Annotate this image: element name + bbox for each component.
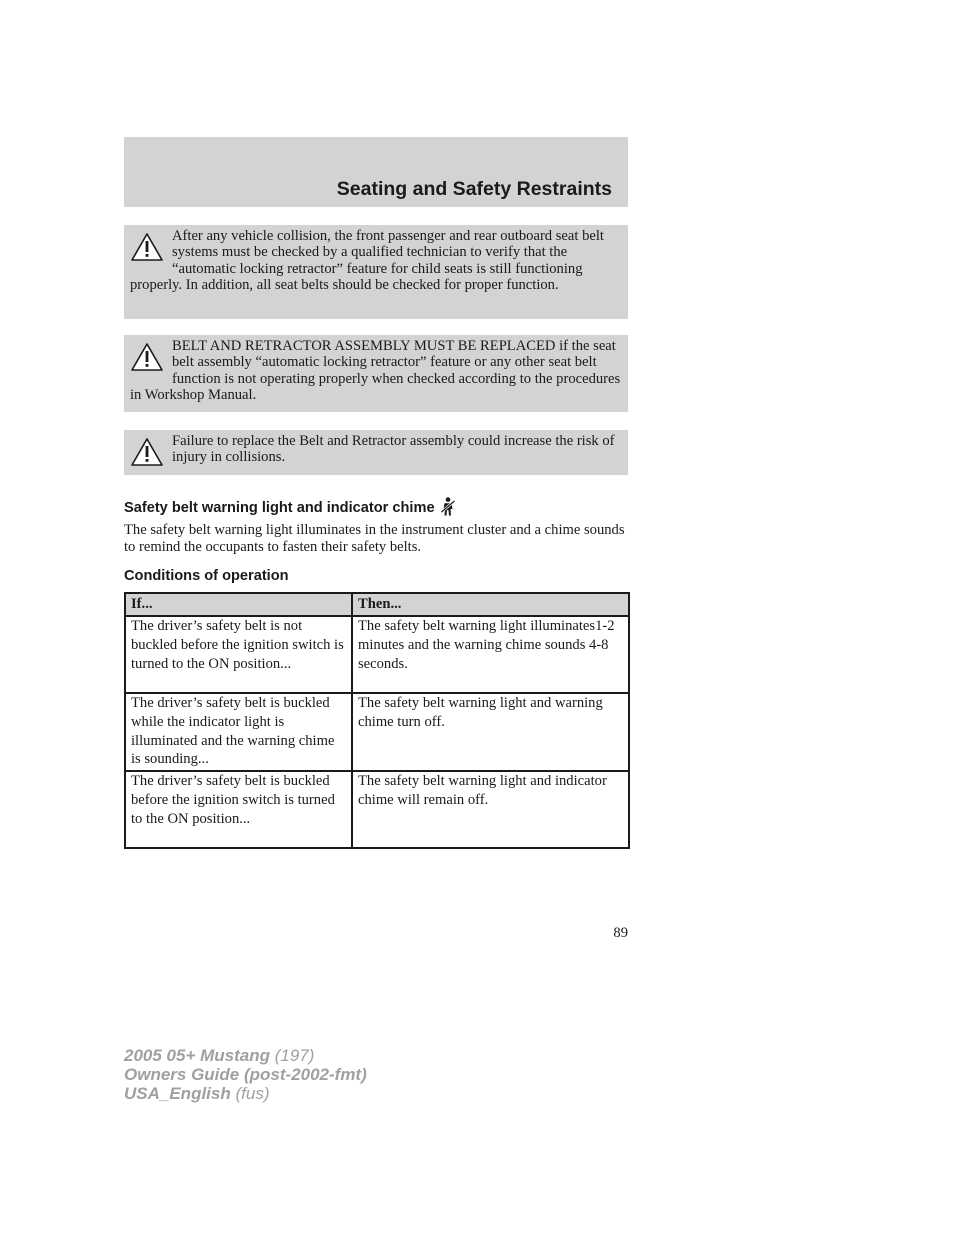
warning-box-injury-risk [124, 430, 628, 475]
column-header-then: Then... [352, 593, 629, 616]
safety-belt-heading-text: Safety belt warning light and indicator chime [124, 500, 435, 516]
table-cell-if: The driver’s safety belt is not buckled before the ignition switch is turned to the ON position... [125, 616, 352, 693]
warning-text: Failure to replace the Belt and Retractor assembly could increase the risk of injury in collisions. [172, 433, 615, 466]
footer-language: USA_English [124, 1083, 231, 1103]
footer-language-code: (fus) [235, 1083, 270, 1103]
table-cell-then: The safety belt warning light illuminates1-2 minutes and the warning chime sounds 4-8 seconds. [352, 616, 629, 693]
table-cell-if: The driver’s safety belt is buckled while the indicator light is illuminated and the warning chime is sounding... [125, 693, 352, 771]
safety-belt-description: The safety belt warning light illuminates in the instrument cluster and a chime sounds to remind the occupants to fasten their safety belts. [124, 522, 625, 555]
warning-triangle-icon [130, 437, 164, 467]
table-row [125, 693, 629, 771]
table-cell-then: The safety belt warning light and indicator chime will remain off. [352, 771, 629, 848]
warning-triangle-icon [130, 232, 164, 262]
section-title: Seating and Safety Restraints [336, 178, 612, 200]
section-header-band [124, 137, 628, 207]
table-cell-then: The safety belt warning light and warning chime turn off. [352, 693, 629, 771]
table-header-row [125, 593, 629, 616]
warning-triangle-icon [130, 342, 164, 372]
page-number: 89 [613, 925, 628, 941]
footer-model: 2005 05+ Mustang [124, 1046, 270, 1065]
conditions-table [124, 592, 630, 849]
warning-text: BELT AND RETRACTOR ASSEMBLY MUST BE REPLACED if the seat belt assembly “automatic locking retractor” feature or any other seat belt function is not operating properly when checked according to the procedures in Workshop Manual. [130, 338, 621, 404]
seatbelt-icon [440, 497, 456, 516]
warning-box-replace-assembly [124, 335, 628, 412]
table-row [125, 771, 629, 848]
footer-guide: Owners Guide (post-2002-fmt) [124, 1064, 367, 1084]
table-row [125, 616, 629, 693]
document-footer [124, 1047, 367, 1103]
conditions-heading: Conditions of operation [124, 568, 289, 584]
column-header-if: If... [125, 593, 352, 616]
table-cell-if: The driver’s safety belt is buckled before the ignition switch is turned to the ON position... [125, 771, 352, 848]
safety-belt-heading [124, 497, 456, 516]
warning-box-collision [124, 225, 628, 319]
warning-text: After any vehicle collision, the front passenger and rear outboard seat belt systems must be checked by a qualified technician to verify that the “automatic locking retractor” feature for child seats is still functioning properly. In addition, all seat belts should be checked for proper function. [130, 228, 604, 294]
footer-model-code: (197) [274, 1046, 315, 1065]
